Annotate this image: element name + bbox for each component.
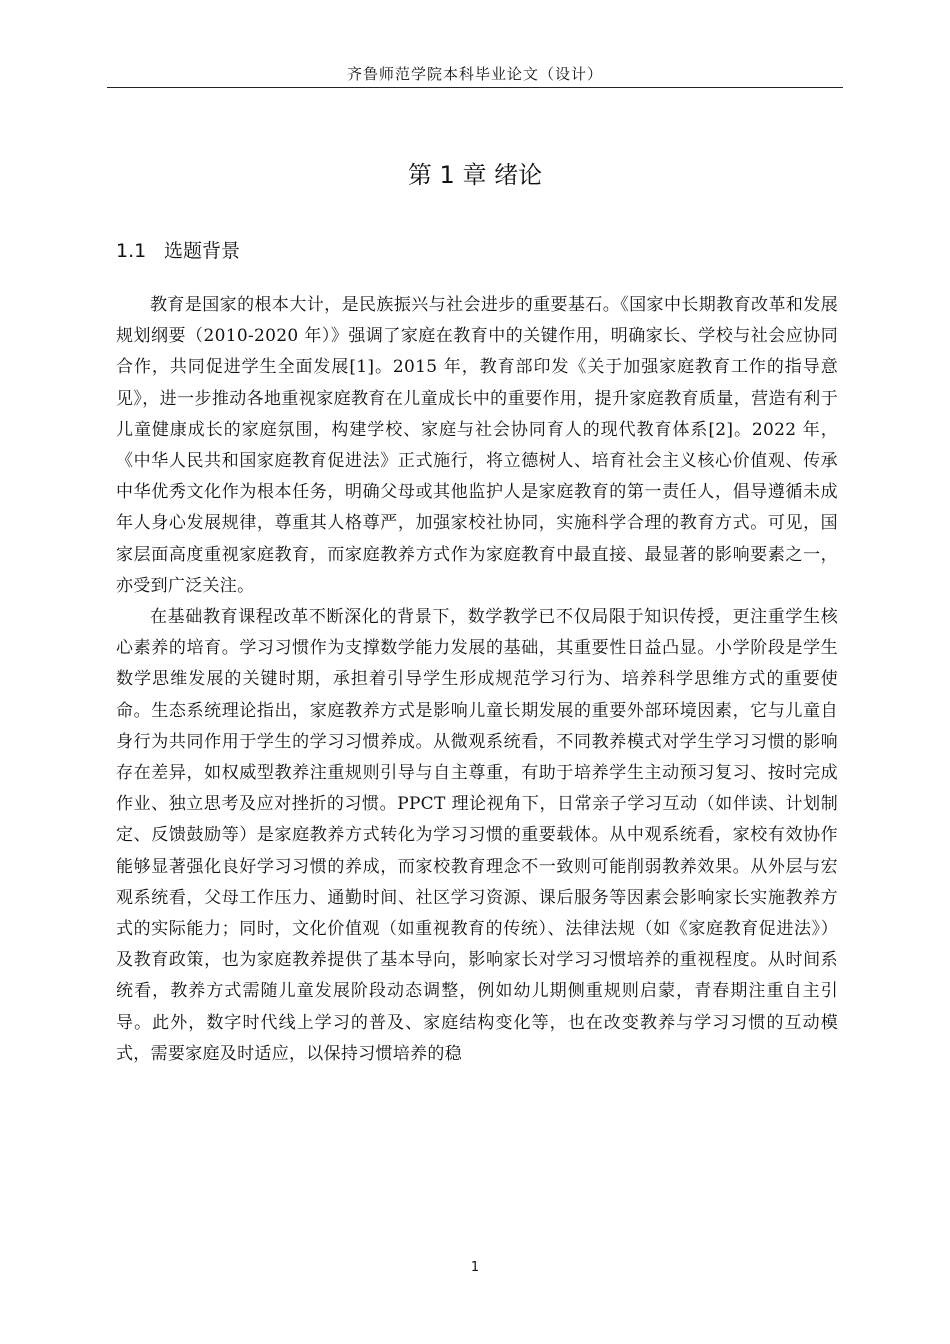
- section-number: 1.1: [116, 240, 147, 262]
- body-text: [116, 290, 838, 1070]
- section-title: 选题背景: [164, 240, 241, 262]
- running-header: 齐鲁师范学院本科毕业论文（设计）: [346, 65, 603, 83]
- section-heading: [116, 236, 240, 266]
- header-divider: [107, 87, 843, 88]
- paragraph: 教育是国家的根本大计，是民族振兴与社会进步的重要基石。《国家中长期教育改革和发展规划纲要（2010-2020 年）》强调了家庭在教育中的关键作用，明确家长、学校与社会应协同合作，共同促进学生全面发展[1]。2015 年，教育部印发《关于加强家庭教育工作的指导意见》，进一步推动各地重视家庭教育在儿童成长中的重要作用，提升家庭教育质量，营造有利于儿童健康成长的家庭氛围，构建学校、家庭与社会协同育人的现代教育体系[2]。2022 年，《中华人民共和国家庭教育促进法》正式施行，将立德树人、培育社会主义核心价值观、传承中华优秀文化作为根本任务，明确父母或其他监护人是家庭教育的第一责任人，倡导遵循未成年人身心发展规律，尊重其人格尊严，加强家校社协同，实施科学合理的教育方式。可见，国家层面高度重视家庭教育，而家庭教养方式作为家庭教育中最直接、最显著的影响要素之一，亦受到广泛关注。: [116, 295, 838, 596]
- page-number: 1: [470, 1260, 480, 1275]
- paragraph: 在基础教育课程改革不断深化的背景下，数学教学已不仅局限于知识传授，更注重学生核心素养的培育。学习习惯作为支撑数学能力发展的基础，其重要性日益凸显。小学阶段是学生数学思维发展的关键时期，承担着引导学生形成规范学习行为、培养科学思维方式的重要使命。生态系统理论指出，家庭教养方式是影响儿童长期发展的重要外部环境因素，它与儿童自身行为共同作用于学生的学习习惯养成。从微观系统看，不同教养模式对学生学习习惯的影响存在差异，如权威型教养注重规则引导与自主尊重，有助于培养学生主动预习复习、按时完成作业、独立思考及应对挫折的习惯。PPCT 理论视角下，日常亲子学习互动（如伴读、计划制定、反馈鼓励等）是家庭教养方式转化为学习习惯的重要载体。从中观系统看，家校有效协作能够显著强化良好学习习惯的养成，而家校教育理念不一致则可能削弱教养效果。从外层与宏观系统看，父母工作压力、通勤时间、社区学习资源、课后服务等因素会影响家长实施教养方式的实际能力；同时，文化价值观（如重视教育的传统）、法律法规（如《家庭教育促进法》）及教育政策，也为家庭教养提供了基本导向，影响家长对学习习惯培养的重视程度。从时间系统看，教养方式需随儿童发展阶段动态调整，例如幼儿期侧重规则启蒙，青春期注重自主引导。此外，数字时代线上学习的普及、家庭结构变化等，也在改变教养与学习习惯的互动模式，需要家庭及时适应，以保持习惯培养的稳: [116, 607, 838, 1064]
- chapter-title: 第 1 章 绪论: [407, 161, 543, 189]
